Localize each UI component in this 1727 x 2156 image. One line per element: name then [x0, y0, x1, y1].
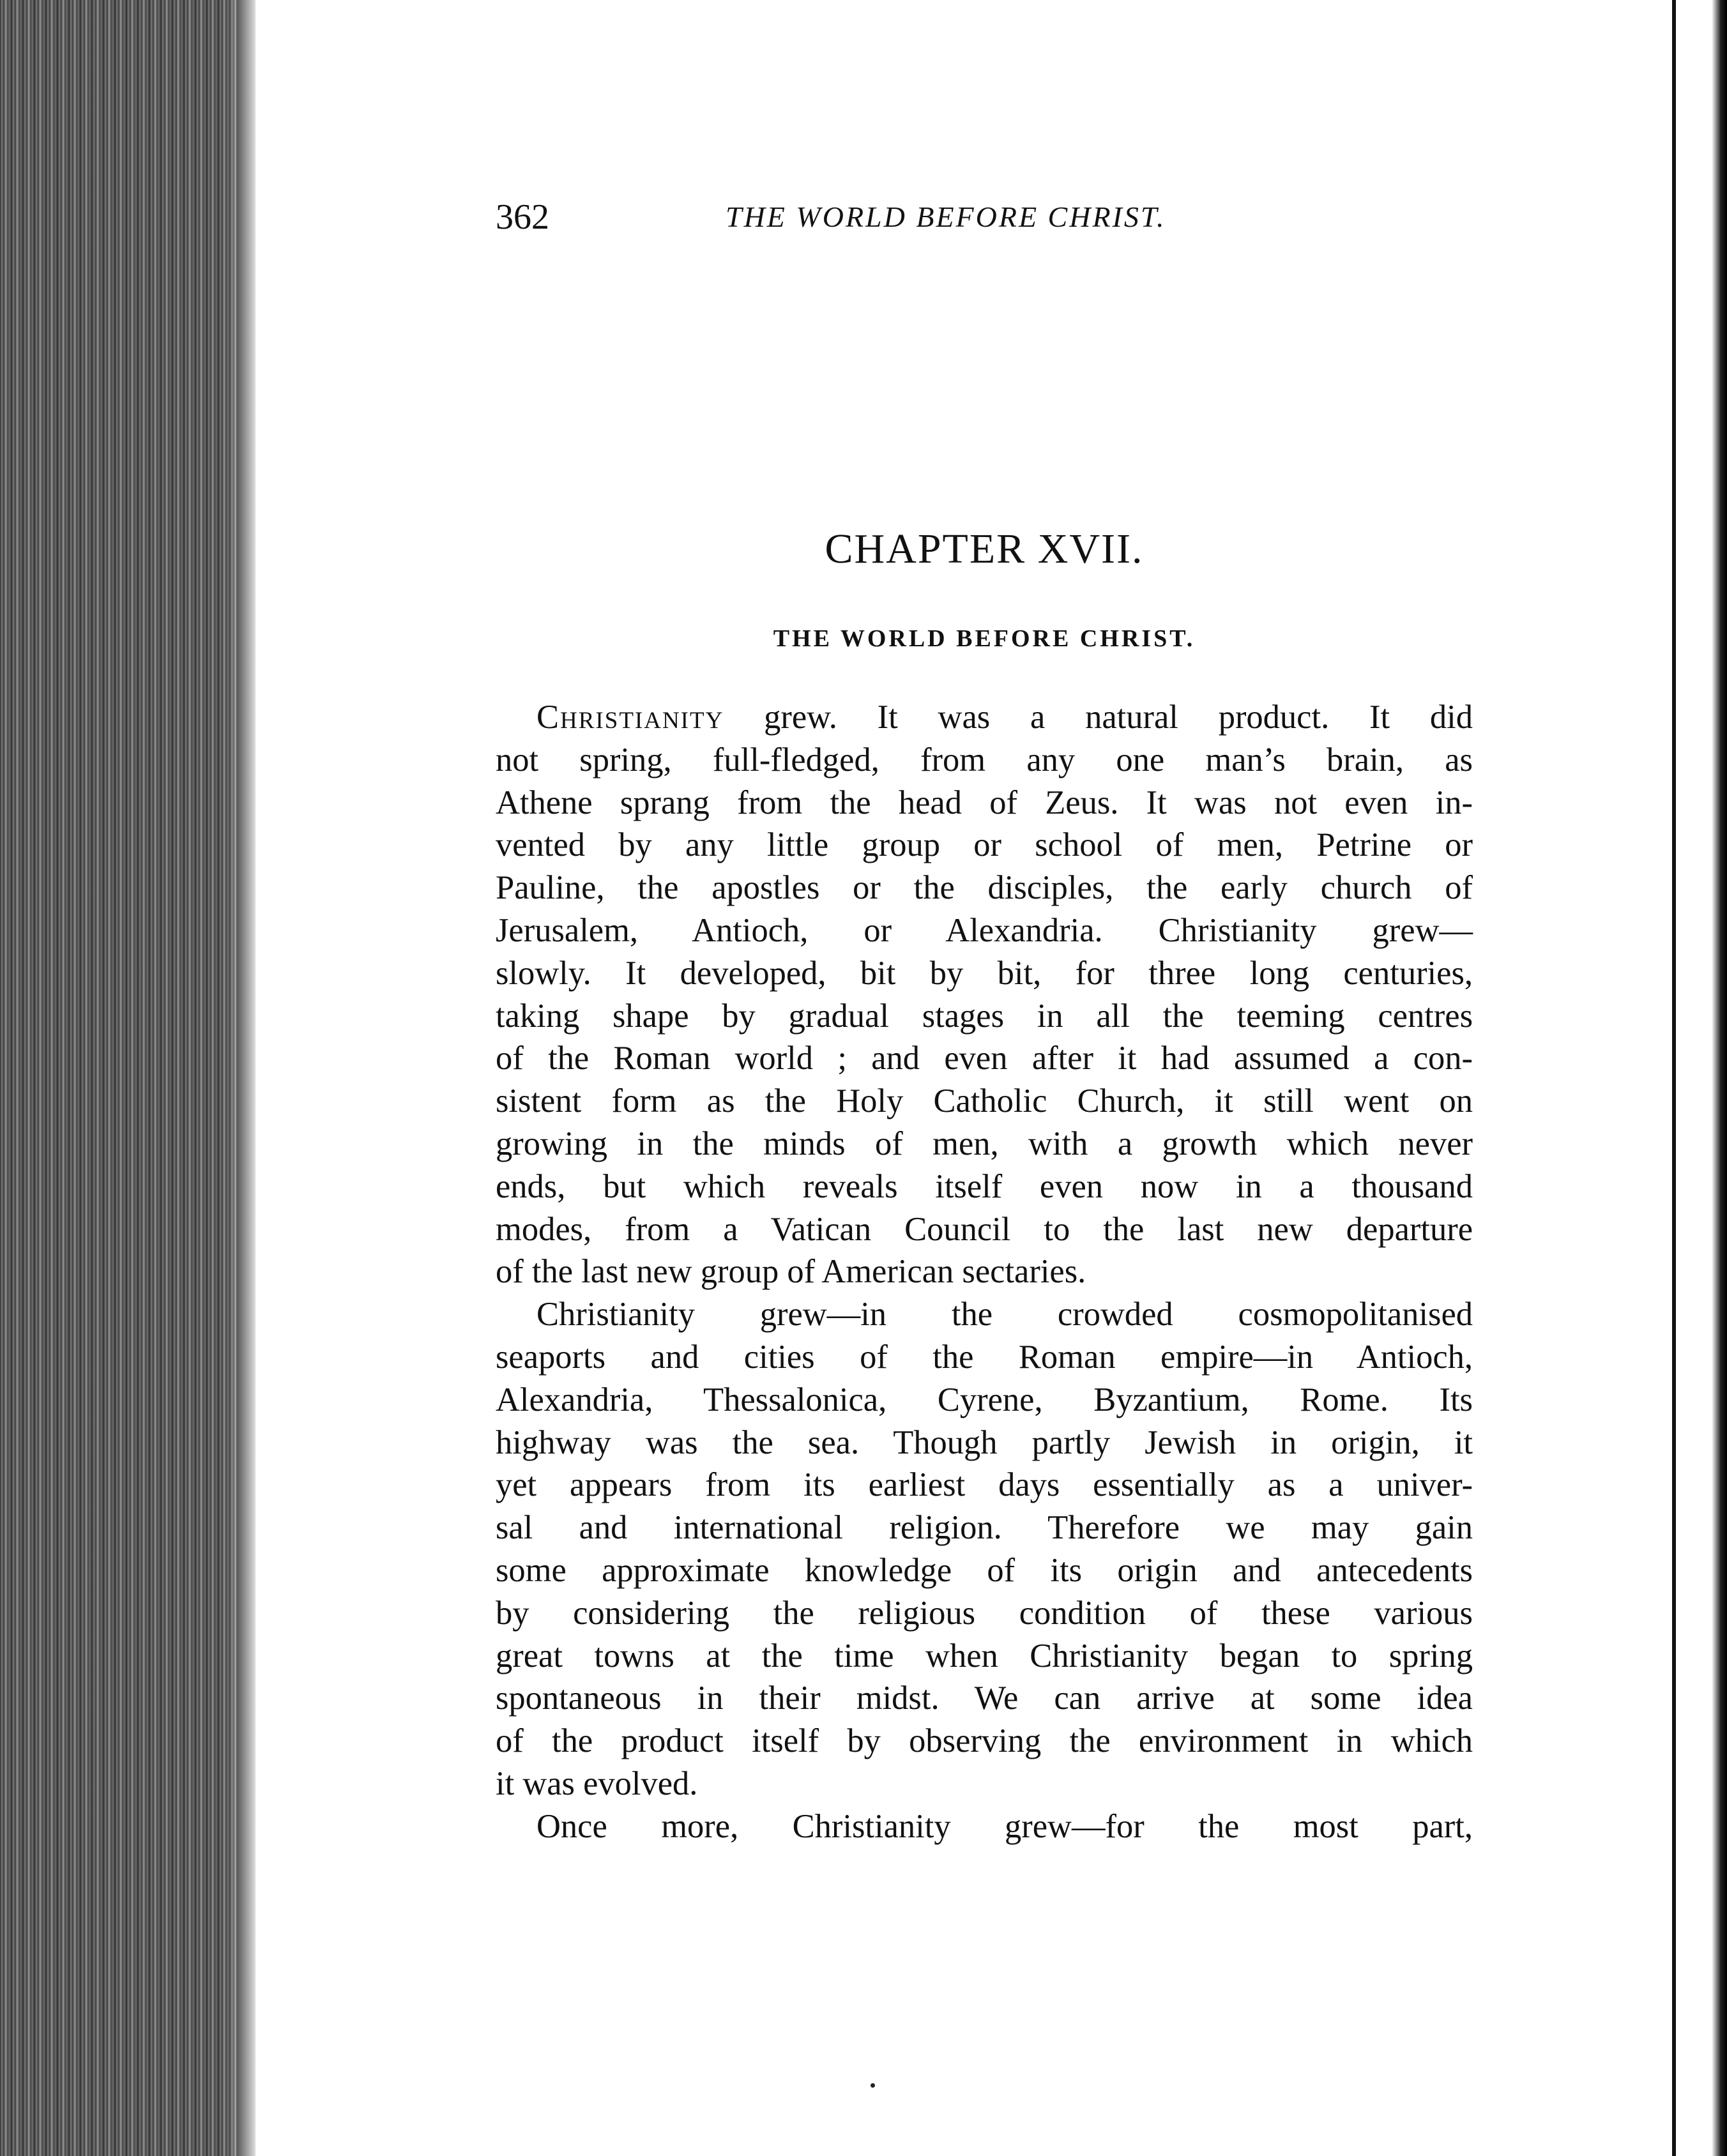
- body-text: [496, 696, 1473, 1848]
- text-line: taking shape by gradual stages in all the teeming centres: [496, 997, 1473, 1035]
- text-line: spontaneous in their midst. We can arrive at some idea: [496, 1680, 1473, 1717]
- text-line: Christianity grew—in the crowded cosmopolitanised: [536, 1296, 1473, 1333]
- text-line: vented by any little group or school of men, Petrine or: [496, 826, 1473, 864]
- lead-word: Christianity: [536, 699, 724, 736]
- running-head: [496, 192, 1262, 243]
- text-line: of the Roman world ; and even after it had assumed a con-: [496, 1040, 1473, 1077]
- right-page-edge: [1712, 0, 1727, 2156]
- text-line: sal and international religion. Therefore we may gain: [496, 1509, 1473, 1547]
- ink-speck: [871, 2083, 875, 2088]
- text-line: growing in the minds of men, with a growth which never: [496, 1125, 1473, 1162]
- running-title: THE WORLD BEFORE CHRIST.: [726, 201, 1166, 233]
- text-line: Athene sprang from the head of Zeus. It was not even in-: [496, 784, 1473, 821]
- text-line: Pauline, the apostles or the disciples, the early church of: [496, 869, 1473, 907]
- text-line: [496, 696, 1473, 739]
- chapter-subtitle: THE WORLD BEFORE CHRIST.: [773, 625, 1196, 652]
- chapter-title: CHAPTER XVII.: [825, 526, 1144, 572]
- text-line: it was evolved.: [496, 1765, 698, 1802]
- text-line: slowly. It developed, bit by bit, for three long centuries,: [496, 954, 1473, 992]
- text-line: yet appears from its earliest days essentially as a univer-: [496, 1466, 1473, 1504]
- text-line: Alexandria, Thessalonica, Cyrene, Byzantium, Rome. Its: [496, 1381, 1473, 1418]
- text-line: seaports and cities of the Roman empire—in Antioch,: [496, 1338, 1473, 1376]
- page-number: 362: [496, 197, 549, 237]
- text-line: of the last new group of American sectaries.: [496, 1253, 1086, 1291]
- gutter-shadow: [236, 0, 255, 2156]
- text-line: Jerusalem, Antioch, or Alexandria. Christianity grew—: [496, 911, 1473, 949]
- text-line: highway was the sea. Though partly Jewish in origin, it: [496, 1423, 1473, 1461]
- text-line: ends, but which reveals itself even now in a thousand: [496, 1167, 1473, 1205]
- text-line: some approximate knowledge of its origin and antecedents: [496, 1551, 1473, 1589]
- text-line: Once more, Christianity grew—for the most part,: [536, 1807, 1473, 1845]
- text-line: of the product itself by observing the environment in which: [496, 1722, 1473, 1760]
- book-page-edge: [0, 0, 252, 2156]
- lead-line-rest: grew. It was a natural product. It did: [724, 699, 1473, 736]
- text-line: modes, from a Vatican Council to the last new departure: [496, 1210, 1473, 1248]
- text-line: not spring, full-fledged, from any one man’s brain, as: [496, 741, 1473, 778]
- right-margin-line: [1672, 0, 1676, 2156]
- text-line: sistent form as the Holy Catholic Church, it still went on: [496, 1082, 1473, 1120]
- text-line: great towns at the time when Christianity began to spring: [496, 1637, 1473, 1674]
- text-line: by considering the religious condition of these various: [496, 1594, 1473, 1632]
